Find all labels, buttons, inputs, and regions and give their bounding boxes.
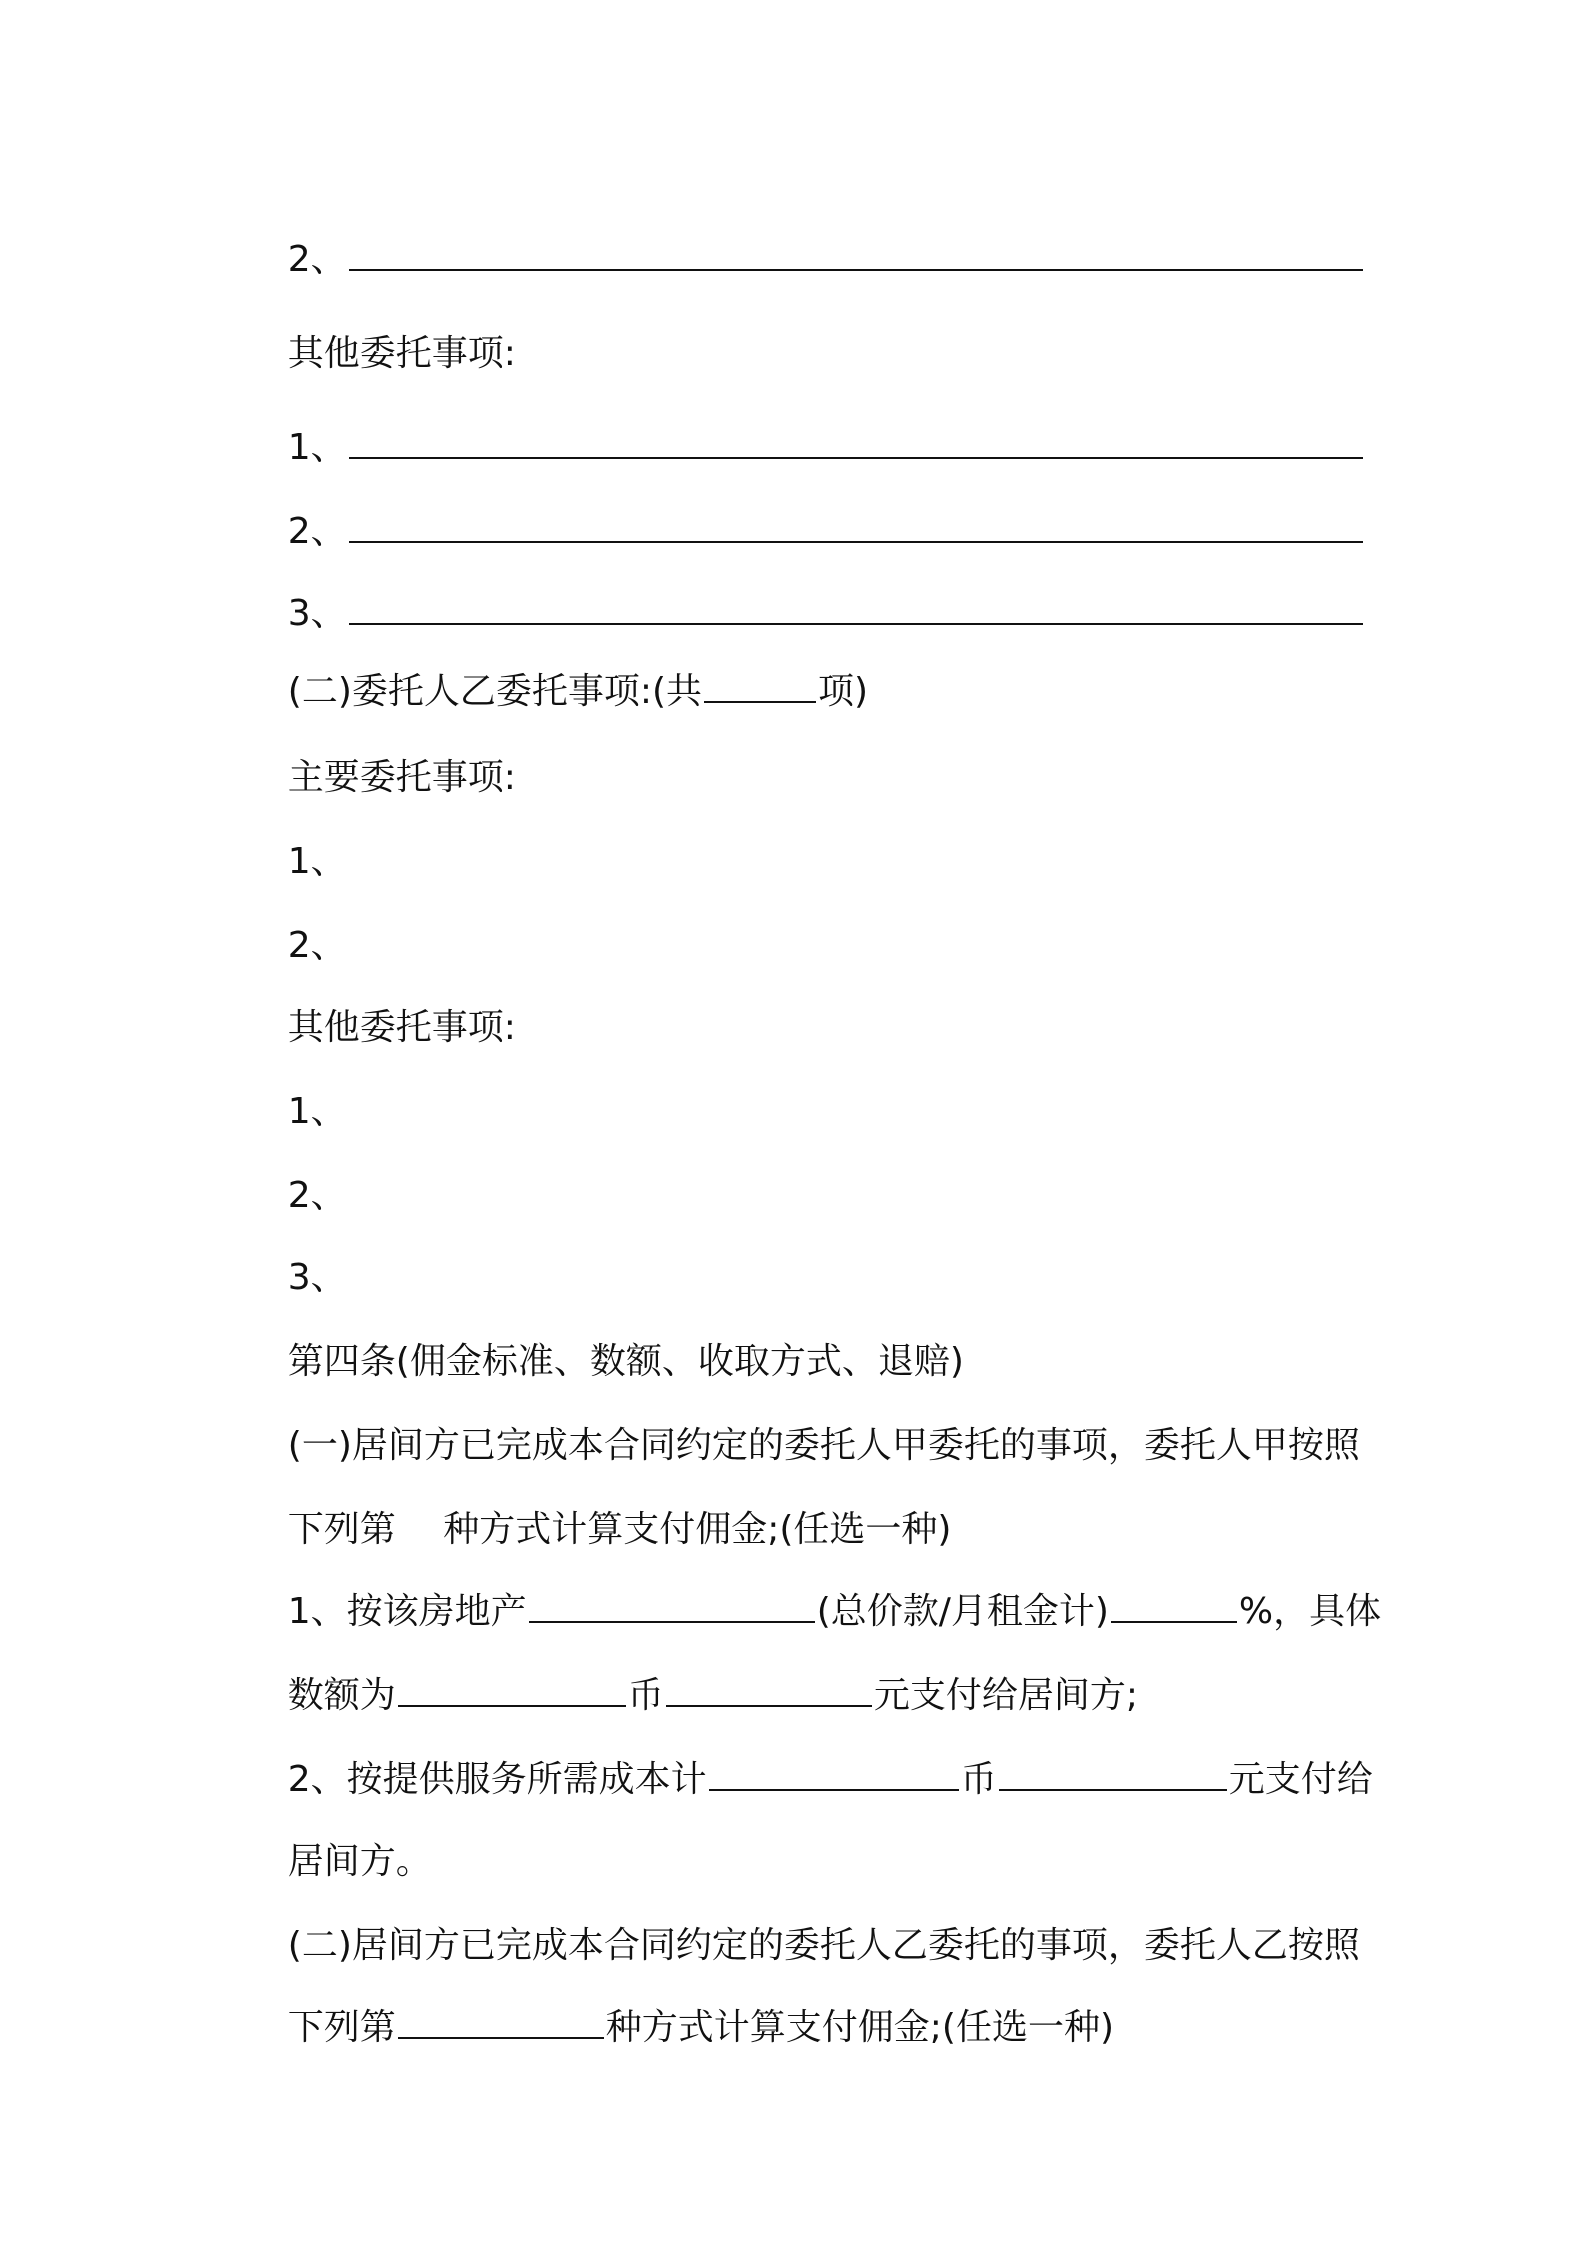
item-line	[242, 880, 1362, 966]
section-label	[242, 712, 1362, 798]
paragraph-text: (一)居间方已完成本合同约定的委托人甲委托的事项，委托人甲按照	[287, 1425, 1360, 1466]
item-number: 2、	[287, 511, 347, 552]
blank-field	[349, 239, 1363, 271]
paragraph-text: %，具体	[1238, 1591, 1382, 1632]
blank-field	[529, 1591, 815, 1623]
paragraph-text: 下列第 种方式计算支付佣金;(任选一种)	[287, 1509, 952, 1550]
item-line	[242, 1212, 1362, 1298]
blank-field	[704, 671, 816, 703]
blank-field	[709, 1759, 959, 1791]
other-matters-label: 其他委托事项:	[287, 333, 516, 374]
paragraph-text: 2、按提供服务所需成本计	[287, 1759, 707, 1800]
other-matters-label: 其他委托事项:	[287, 1007, 516, 1048]
section-label	[242, 288, 1362, 374]
item-line	[242, 194, 1362, 280]
paragraph-line	[242, 1546, 1382, 1632]
item-line	[242, 382, 1362, 468]
item-number: 3、	[287, 1257, 347, 1298]
paragraph-text: 币	[627, 1675, 664, 1716]
section-label	[242, 962, 1362, 1048]
blank-field	[349, 427, 1363, 459]
paragraph-line	[242, 1714, 1373, 1800]
blank-field	[1111, 1591, 1237, 1623]
paragraph-line	[242, 1796, 1362, 1882]
paragraph-text: 1、按该房地产	[287, 1591, 527, 1632]
paragraph-line	[242, 1880, 1362, 1966]
article-heading	[242, 1296, 1362, 1382]
item-line	[242, 796, 1362, 882]
paragraph-text: 数额为	[287, 1675, 396, 1716]
item-number: 2、	[287, 1175, 347, 1216]
paragraph-text: 种方式计算支付佣金;(任选一种)	[605, 2007, 1115, 2048]
item-number: 1、	[287, 841, 347, 882]
blank-field	[349, 593, 1363, 625]
paragraph-line	[242, 1630, 1362, 1716]
paragraph-text: 元支付给	[1228, 1759, 1373, 1800]
item-line	[242, 1130, 1362, 1216]
item-number: 2、	[287, 925, 347, 966]
heading-text: 项)	[818, 671, 869, 712]
item-number: 3、	[287, 593, 347, 634]
paragraph-text: 下列第	[287, 2007, 396, 2048]
item-number: 1、	[287, 427, 347, 468]
paragraph-text: (总价款/月租金计)	[816, 1591, 1109, 1632]
paragraph-line	[242, 1962, 1362, 2048]
blank-field	[666, 1675, 872, 1707]
section-heading	[242, 626, 1362, 712]
main-matters-label: 主要委托事项:	[287, 757, 516, 798]
article-title: 第四条(佣金标准、数额、收取方式、退赔)	[287, 1341, 964, 1382]
blank-field	[999, 1759, 1227, 1791]
item-line	[242, 548, 1362, 634]
paragraph-line	[242, 1380, 1362, 1466]
heading-text: (二)委托人乙委托事项:(共	[287, 671, 703, 712]
blank-field	[349, 511, 1363, 543]
blank-field	[398, 1675, 626, 1707]
paragraph-text: 元支付给居间方;	[873, 1675, 1138, 1716]
item-line	[242, 1046, 1362, 1132]
paragraph-text: 币	[960, 1759, 997, 1800]
blank-field	[398, 2007, 604, 2039]
paragraph-line	[242, 1464, 1362, 1550]
paragraph-text: (二)居间方已完成本合同约定的委托人乙委托的事项，委托人乙按照	[287, 1925, 1360, 1966]
paragraph-text: 居间方。	[287, 1841, 432, 1882]
item-number: 1、	[287, 1091, 347, 1132]
item-number: 2、	[287, 239, 347, 280]
item-line	[242, 466, 1362, 552]
